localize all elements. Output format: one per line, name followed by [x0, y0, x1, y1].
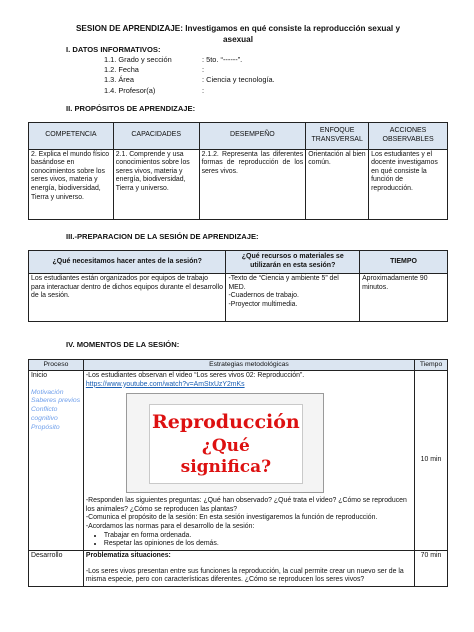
list-item: • Respetar las opiniones de los demás.	[104, 540, 412, 549]
datos-item: 1.1. Grado y sección : 5to. “------”.	[104, 54, 243, 64]
table-header: DESEMPEÑO	[199, 122, 306, 149]
video-link[interactable]: https://www.youtube.com/watch?v=AmStxUzY2mKs	[85, 380, 245, 388]
table-header: Tiempo	[415, 359, 448, 370]
propositos-heading: II. PROPÓSITOS DE APRENDIZAJE:	[66, 104, 196, 114]
preparacion-heading: III.-PREPARACION DE LA SESIÓN DE APRENDIZAJE:	[66, 231, 259, 241]
table-header: ACCIONES OBSERVABLES	[369, 122, 448, 149]
datos-item: 1.2. Fecha :	[104, 64, 205, 74]
table-row	[29, 149, 448, 219]
table-row	[29, 550, 448, 586]
table-header: ¿Qué recursos o materiales se utilizarán en esta sesión?	[226, 251, 360, 274]
estrategias-cell: -Los estudiantes observan el video “Los seres vivos 02: Reproducción”. https://www.youtube.com/watch?v=AmStxUzY2mKs Reproducción ¿Qué significa? -Responden las siguientes preguntas: ¿Qué han observado? ¿Qué trata el video? ¿Cómo se reproducen los animales? ¿Cómo se reproducen las plantas? -Comunica el propósito de la sesión: En esta sesión investigaremos la función de reproducción. -Acordamos las normas para el desarrollo de la sesión: • Trabajar en forma ordenada. • Respetar las opiniones de los demás.	[83, 370, 414, 550]
datos-list	[104, 55, 448, 96]
table-header-row	[29, 359, 448, 370]
table-header: Estrategias metodológicas	[83, 359, 414, 370]
banner-subtitle: significa?	[180, 456, 272, 477]
subproceso: Conflicto cognitivo	[31, 406, 58, 423]
subproceso: Propósito	[31, 423, 60, 431]
table-row	[29, 274, 448, 322]
table-cell: Los estudiantes están organizados por equipos de trabajo para interactuar dentro de dichos equipos durante el desarrollo de la sesión.	[29, 274, 226, 322]
tiempo-cell: 10 min	[415, 370, 448, 550]
momentos-table	[28, 359, 448, 587]
table-cell: Los estudiantes y el docente investigamos en qué consiste la función de reproducción.	[369, 149, 448, 219]
estrategias-cell: Problematiza situaciones: -Los seres vivos presentan entre sus funciones la reproducción, la cual permite crear un nuevo ser de la misma especie, pero con características diferentes. ¿Cómo se reproducen los seres vivos?	[83, 550, 414, 586]
table-header: COMPETENCIA	[29, 122, 114, 149]
table-header-row	[29, 122, 448, 149]
proceso-cell: Inicio Motivación Saberes previos Conflicto cognitivo Propósito	[29, 370, 84, 550]
table-header: ENFOQUE TRANSVERSAL	[306, 122, 369, 149]
datos-item: 1.4. Profesor(a) :	[104, 85, 205, 95]
table-header-row	[29, 251, 448, 274]
banner-title: Reproducción	[151, 411, 300, 434]
subproceso: Saberes previos	[31, 397, 81, 405]
table-header: Proceso	[29, 359, 84, 370]
table-header: CAPACIDADES	[113, 122, 199, 149]
propositos-table	[28, 122, 448, 220]
reproduccion-image	[126, 393, 324, 493]
table-cell: 2. Explica el mundo físico basándose en conocimientos sobre los seres vivos, materia y energía, biodiversidad, Tierra y universo.	[29, 149, 114, 219]
list-item: • Trabajar en forma ordenada.	[104, 532, 412, 541]
table-cell: 2.1. Comprende y usa conocimientos sobre los seres vivos, materia y energía, biodiversidad, Tierra y universo.	[113, 149, 199, 219]
proceso-cell: Desarrollo	[29, 550, 84, 586]
table-row	[29, 370, 448, 550]
document-title: SESION DE APRENDIZAJE: Investigamos en qué consiste la reproducción sexual y asexual	[75, 24, 401, 45]
momentos-heading: IV. MOMENTOS DE LA SESIÓN:	[66, 340, 180, 350]
table-header: TIEMPO	[360, 251, 448, 274]
banner-subtitle: ¿Qué	[201, 435, 250, 456]
table-cell: -Texto de “Ciencia y ambiente 5” del MED. -Cuadernos de trabajo. -Proyector multimedia.	[226, 274, 360, 322]
preparacion-table	[28, 250, 448, 322]
table-header: ¿Qué necesitamos hacer antes de la sesión?	[29, 251, 226, 274]
normas-list	[104, 532, 412, 549]
table-cell: 2.1.2. Representa las diferentes formas de reproducción de los seres vivos.	[199, 149, 306, 219]
datos-item: 1.3. Área : Ciencia y tecnología.	[104, 75, 275, 85]
datos-heading: I. DATOS INFORMATIVOS:	[66, 45, 161, 55]
table-cell: Orientación al bien común.	[306, 149, 369, 219]
subproceso: Motivación	[31, 388, 64, 396]
tiempo-cell: 70 min	[415, 550, 448, 586]
table-cell: Aproximadamente 90 minutos.	[360, 274, 448, 322]
